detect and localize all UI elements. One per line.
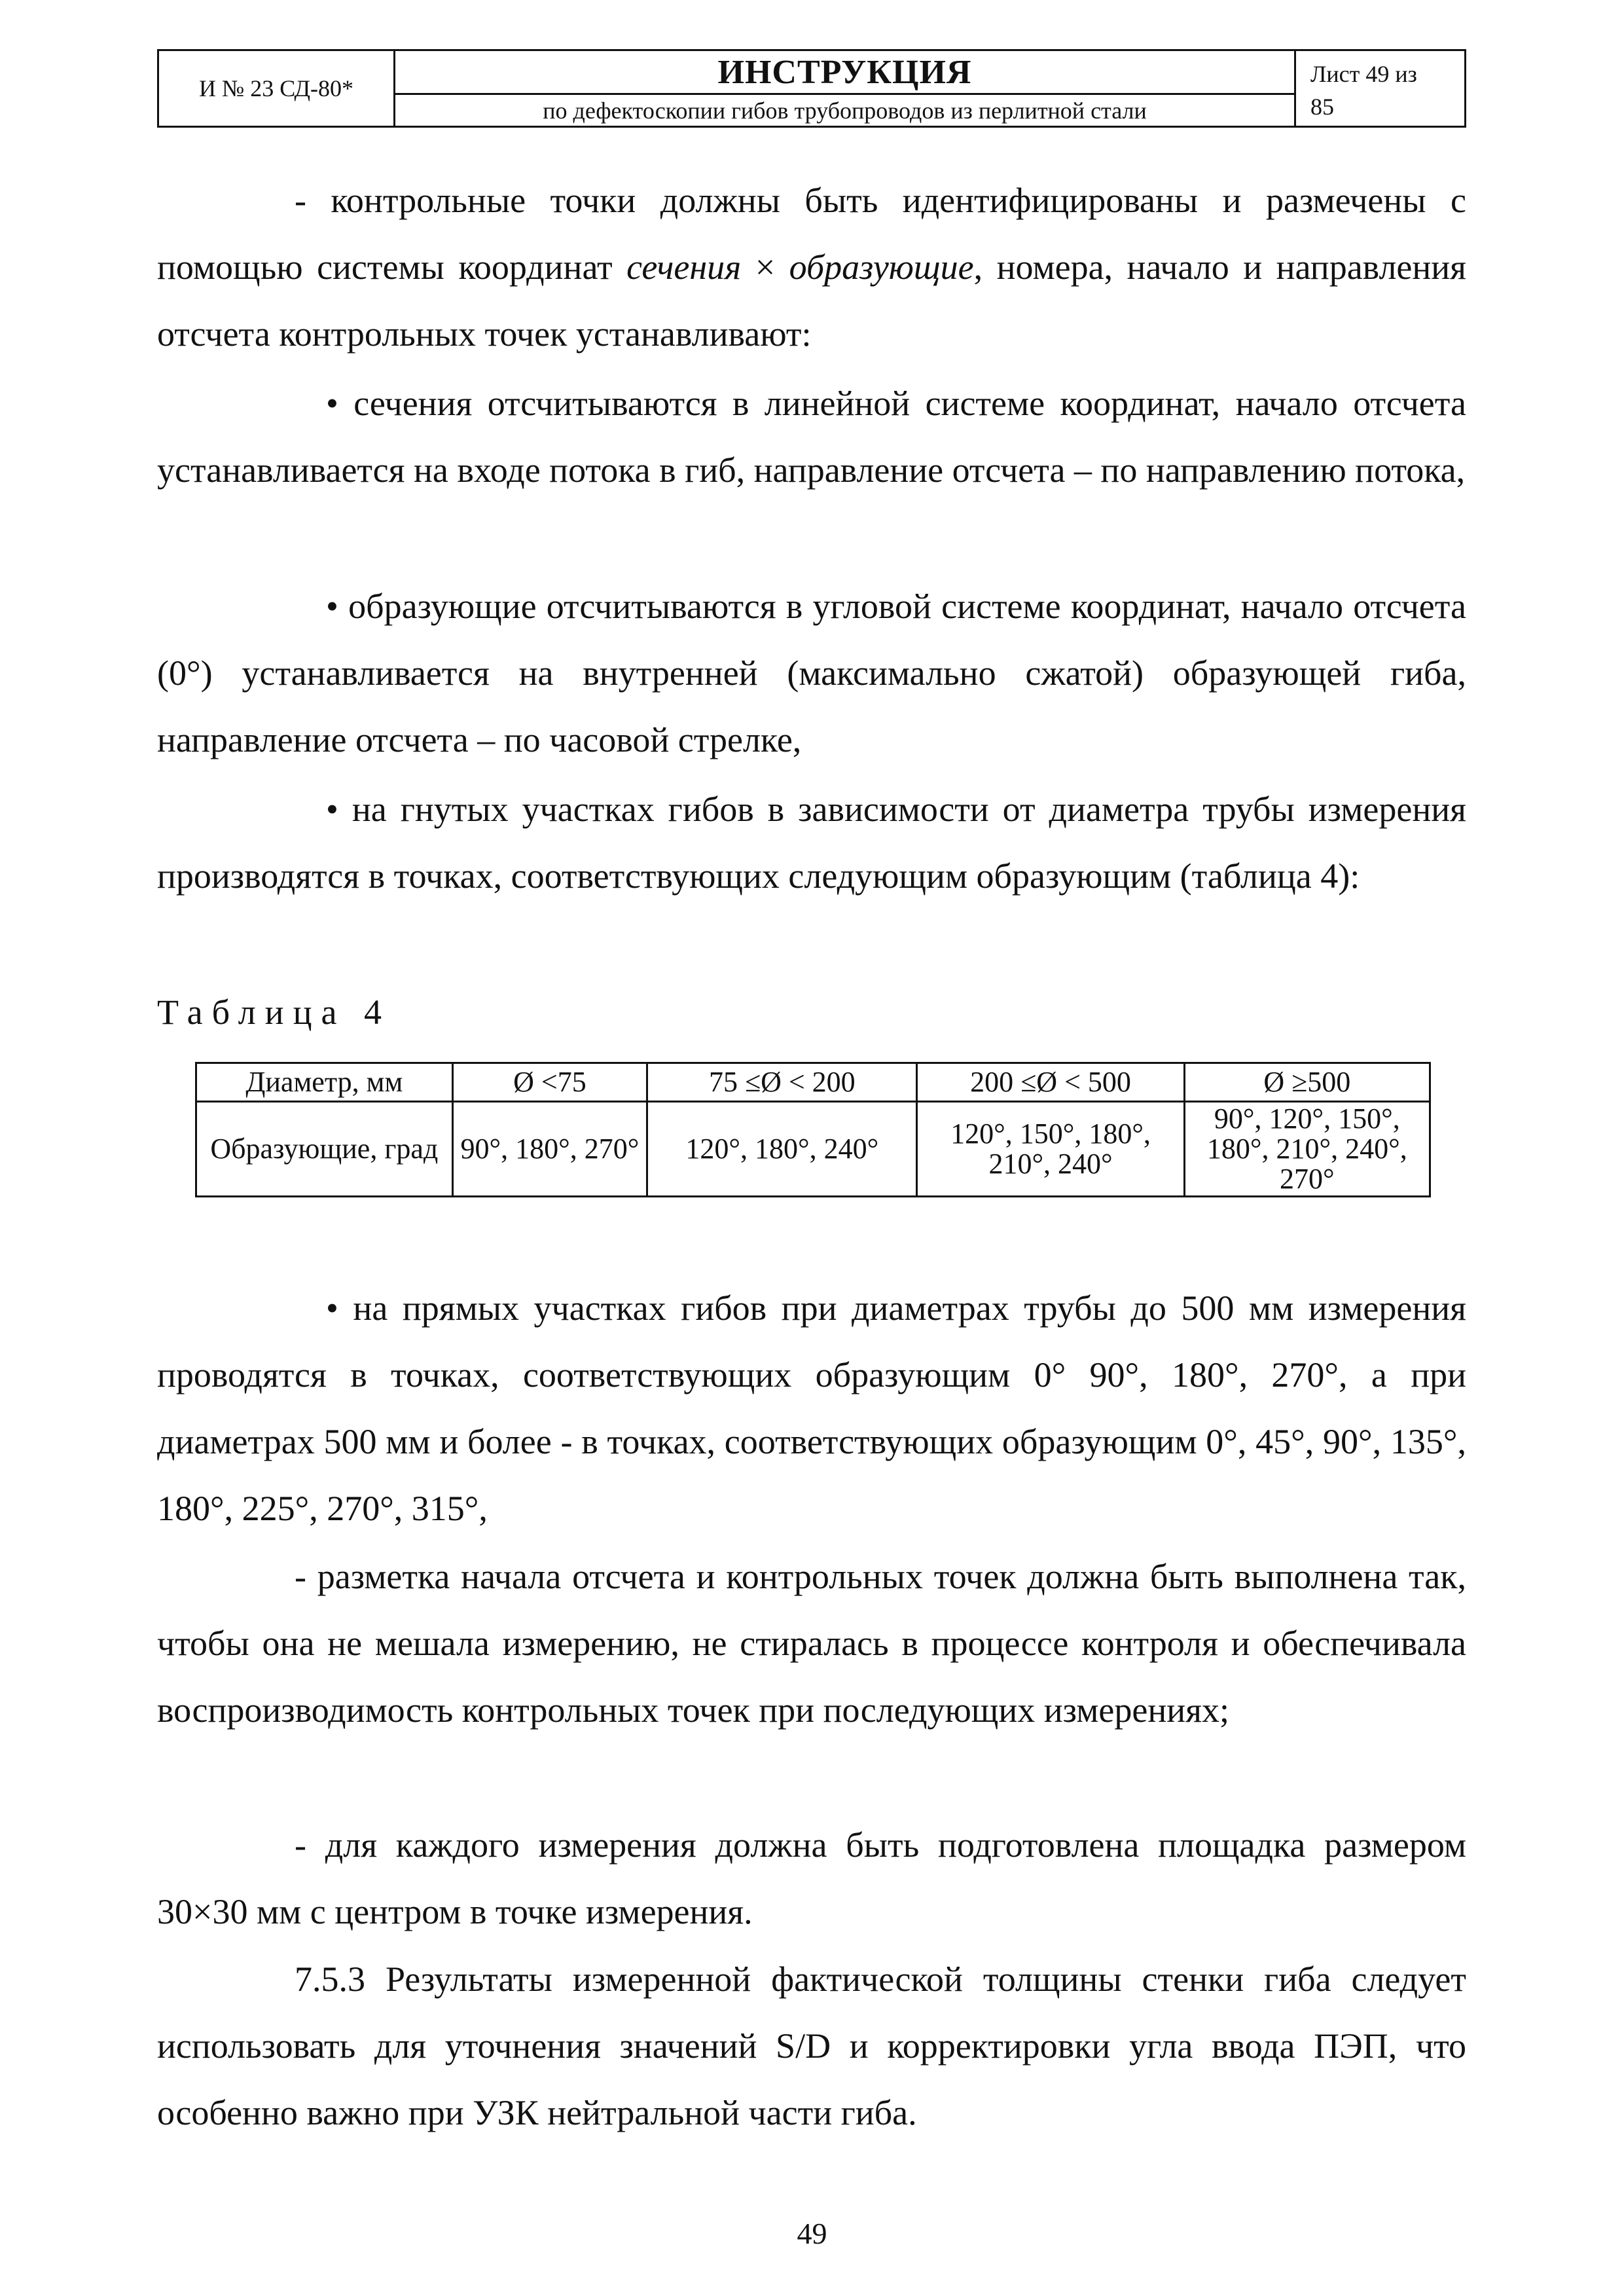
table-cell: 120°, 180°, 240°	[647, 1102, 917, 1197]
italic-term-generatrices: образующие	[789, 247, 974, 287]
paragraph-control-points	[157, 167, 1466, 367]
text-run: , номера, начало и направления отсчета контрольных точек устанавливают:	[157, 247, 1466, 354]
sheet-total: 85	[1310, 94, 1334, 120]
header-title-block	[395, 51, 1294, 126]
text-run: - контрольные точки должны быть идентифицированы и размечены с помощью системы координат	[157, 181, 1466, 287]
paragraph-7-5-3: 7.5.3 Результаты измеренной фактической толщины стенки гиба следует использовать для уточнения значений S/D и корректировки угла ввода ПЭП, что особенно важно при УЗК нейтральной части гиба.	[157, 1959, 1466, 2132]
text-run: ×	[741, 247, 789, 287]
doc-subtitle: по дефектоскопии гибов трубопроводов из перлитной стали	[543, 97, 1147, 124]
bullet-generatrices: • образующие отсчитываются в угловой системе координат, начало отсчета (0°) устанавливается на внутренней (максимально сжатой) образующей гиба, направление отсчета – по часовой стрелке,	[157, 587, 1466, 759]
table-cell: Образующие, град	[196, 1102, 453, 1197]
table-cell: 90°, 120°, 150°, 180°, 210°, 240°, 270°	[1184, 1102, 1430, 1197]
bullet-straight-sections: • на прямых участках гибов при диаметрах трубы до 500 мм измерения проводятся в точках, соответствующих образующим 0° 90°, 180°, 270°, а при диаметрах 500 мм и более - в точках, соответствующих образующим 0°, 45°, 90°, 135°, 180°, 225°, 270°, 315°,	[157, 1288, 1466, 1528]
table-4	[195, 1062, 1431, 1197]
table-header-cell: 75 ≤Ø < 200	[647, 1063, 917, 1102]
doc-title: ИНСТРУКЦИЯ	[395, 51, 1294, 95]
table-cell: 90°, 180°, 270°	[452, 1102, 647, 1197]
table-header-row	[196, 1063, 1430, 1102]
page-number: 49	[797, 2217, 827, 2250]
paragraph-measurement-area: - для каждого измерения должна быть подготовлена площадка размером 30×30 мм с центром в точке измерения.	[157, 1825, 1466, 1931]
doc-code: И № 23 СД-80*	[159, 51, 395, 126]
table-header-cell: Ø <75	[452, 1063, 647, 1102]
table-cell: 120°, 150°, 180°, 210°, 240°	[917, 1102, 1184, 1197]
bullet-bent-sections: • на гнутых участках гибов в зависимости от диаметра трубы измерения производятся в точках, соответствующих следующим образующим (таблица 4):	[157, 790, 1466, 896]
document-header	[157, 49, 1466, 128]
italic-term-sections: сечения	[626, 247, 742, 287]
table-row	[196, 1102, 1430, 1197]
sheet-number: Лист 49 из	[1310, 61, 1417, 87]
table-header-cell: 200 ≤Ø < 500	[917, 1063, 1184, 1102]
table-header-cell: Ø ≥500	[1184, 1063, 1430, 1102]
paragraph-marking: - разметка начала отсчета и контрольных точек должна быть выполнена так, чтобы она не мешала измерению, не стиралась в процессе контроля и обеспечивала воспроизводимость контрольных точек при последующих измерениях;	[157, 1557, 1466, 1730]
sheet-info	[1294, 51, 1464, 126]
table-header-cell: Диаметр, мм	[196, 1063, 453, 1102]
table-caption: Таблица 4	[157, 993, 391, 1032]
bullet-sections: • сечения отсчитываются в линейной системе координат, начало отсчета устанавливается на входе потока в гиб, направление отсчета – по направлению потока,	[157, 384, 1466, 490]
